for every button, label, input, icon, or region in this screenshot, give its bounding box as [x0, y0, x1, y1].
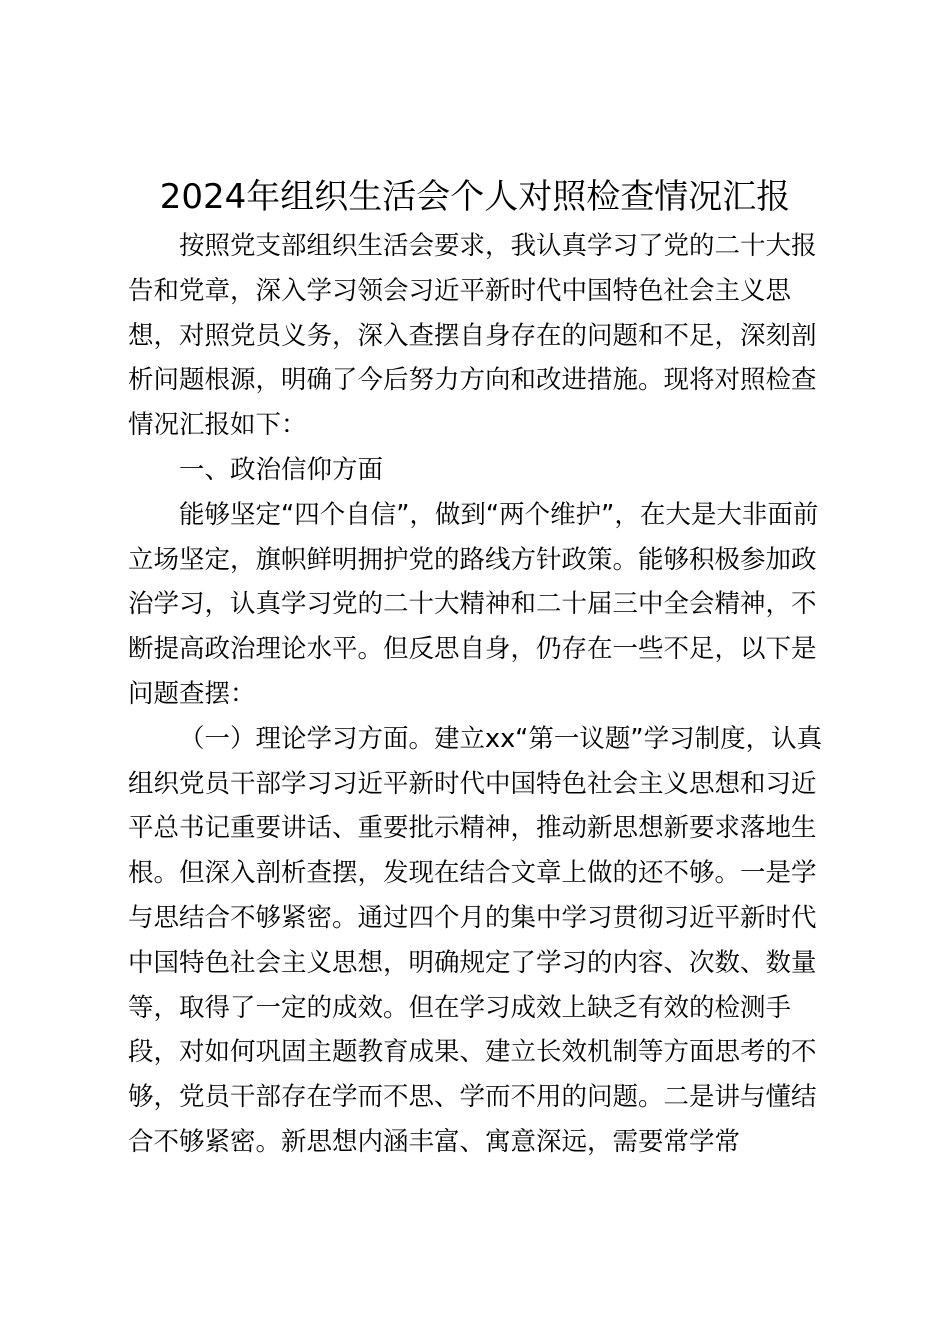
paragraph-line: 断提高政治理论水平。但反思自身，仍存在一些不足，以下是 [128, 634, 817, 665]
paragraph-line: 段，对如何巩固主题教育成果、建立长效机制等方面思考的不 [128, 1037, 817, 1068]
paragraph-line: 立场坚定，旗帜鲜明拥护党的路线方针政策。能够积极参加政 [128, 544, 817, 575]
document-body [128, 224, 834, 1165]
paragraph-line: 析问题根源，明确了今后努力方向和改进措施。现将对照检查 [128, 365, 817, 396]
section-heading: 一、政治信仰方面 [179, 454, 384, 485]
paragraph-line: （一）理论学习方面。建立xx“第一议题”学习制度，认真 [179, 723, 823, 754]
document-title: 2024年组织生活会个人对照检查情况汇报 [159, 177, 791, 217]
paragraph-line: 治学习，认真学习党的二十大精神和二十届三中全会精神，不 [128, 589, 817, 620]
paragraph-line: 与思结合不够紧密。通过四个月的集中学习贯彻习近平新时代 [128, 902, 817, 933]
paragraph-line: 中国特色社会主义思想，明确规定了学习的内容、次数、数量 [128, 947, 817, 978]
paragraph-line: 平总书记重要讲话、重要批示精神，推动新思想新要求落地生 [128, 813, 817, 844]
paragraph-line: 能够坚定“四个自信”，做到“两个维护”，在大是大非面前 [179, 499, 819, 530]
paragraph-line: 根。但深入剖析查摆，发现在结合文章上做的还不够。一是学 [128, 858, 817, 889]
paragraph-line: 情况汇报如下： [128, 410, 307, 441]
paragraph-line: 组织党员干部学习习近平新时代中国特色社会主义思想和习近 [128, 768, 817, 799]
paragraph-line: 等，取得了一定的成效。但在学习成效上缺乏有效的检测手 [128, 992, 792, 1023]
paragraph-line: 合不够紧密。新思想内涵丰富、寓意深远，需要常学常 [128, 1126, 741, 1157]
paragraph-line: 够，党员干部存在学而不思、学而不用的问题。二是讲与懂结 [128, 1082, 817, 1113]
paragraph-line: 告和党章，深入学习领会习近平新时代中国特色社会主义思 [128, 275, 792, 306]
paragraph-line: 想，对照党员义务，深入查摆自身存在的问题和不足，深刻剖 [128, 320, 817, 351]
paragraph-line: 按照党支部组织生活会要求，我认真学习了党的二十大报 [179, 231, 817, 261]
paragraph-line: 问题查摆： [128, 678, 256, 709]
